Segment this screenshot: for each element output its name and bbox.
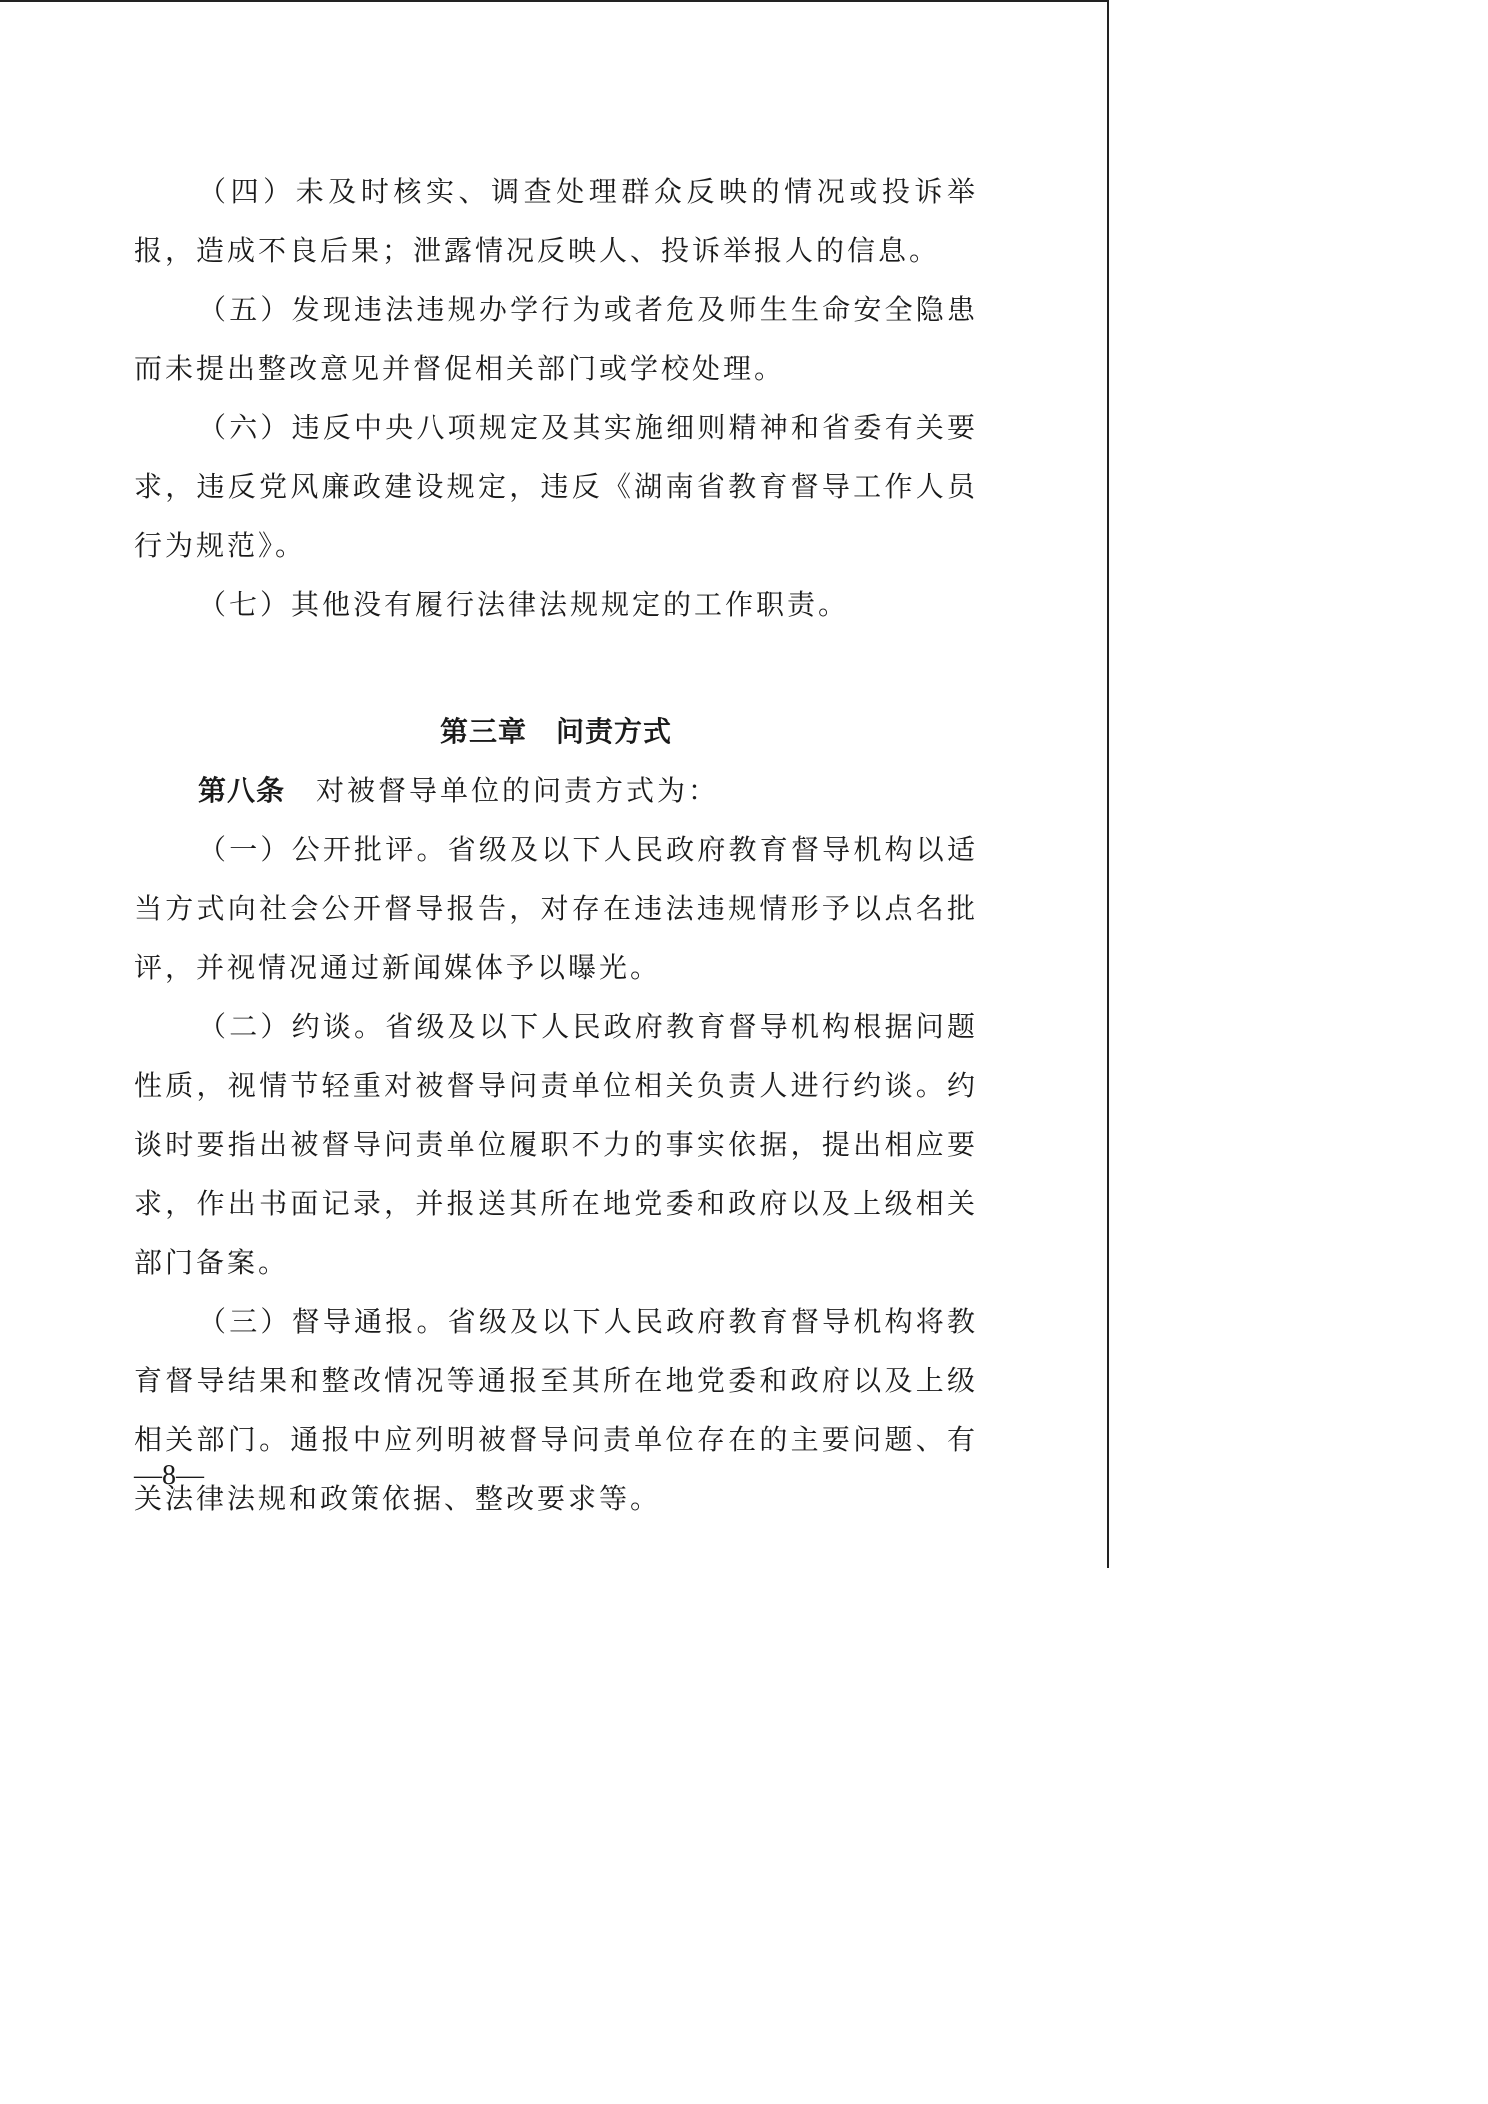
paragraph-item-6: （六）违反中央八项规定及其实施细则精神和省委有关要求，违反党风廉政建设规定，违反《湖南省教育督导工作人员行为规范》。 xyxy=(134,411,978,562)
paragraph-item-4: （四）未及时核实、调查处理群众反映的情况或投诉举报，造成不良后果；泄露情况反映人、投诉举报人的信息。 xyxy=(134,175,978,267)
chapter-heading: 第三章 问责方式 xyxy=(439,715,672,748)
article-8-paragraph xyxy=(134,761,978,820)
paragraph-item-5: （五）发现违法违规办学行为或者危及师生生命安全隐患而未提出整改意见并督促相关部门或学校处理。 xyxy=(134,293,978,385)
accountability-item-1: （一）公开批评。省级及以下人民政府教育督导机构以适当方式向社会公开督导报告，对存在违法违规情形予以点名批评，并视情况通过新闻媒体予以曝光。 xyxy=(134,833,978,984)
section-spacer xyxy=(134,634,978,702)
paragraph-item-7: （七）其他没有履行法律法规规定的工作职责。 xyxy=(198,588,850,621)
article-spacer xyxy=(285,774,316,807)
document-body xyxy=(134,162,978,1528)
article-label: 第八条 xyxy=(198,774,286,807)
accountability-item-3: （三）督导通报。省级及以下人民政府教育督导机构将教育督导结果和整改情况等通报至其所在地党委和政府以及上级相关部门。通报中应列明被督导问责单位存在的主要问题、有关法律法规和政策依据、整改要求等。 xyxy=(134,1305,978,1515)
page-number: —8— xyxy=(134,1460,204,1491)
accountability-item-2: （二）约谈。省级及以下人民政府教育督导机构根据问题性质，视情节轻重对被督导问责单位相关负责人进行约谈。约谈时要指出被督导问责单位履职不力的事实依据，提出相应要求，作出书面记录，并报送其所在地党委和政府以及上级相关部门备案。 xyxy=(134,1010,978,1279)
article-text: 对被督导单位的问责方式为： xyxy=(316,774,720,807)
